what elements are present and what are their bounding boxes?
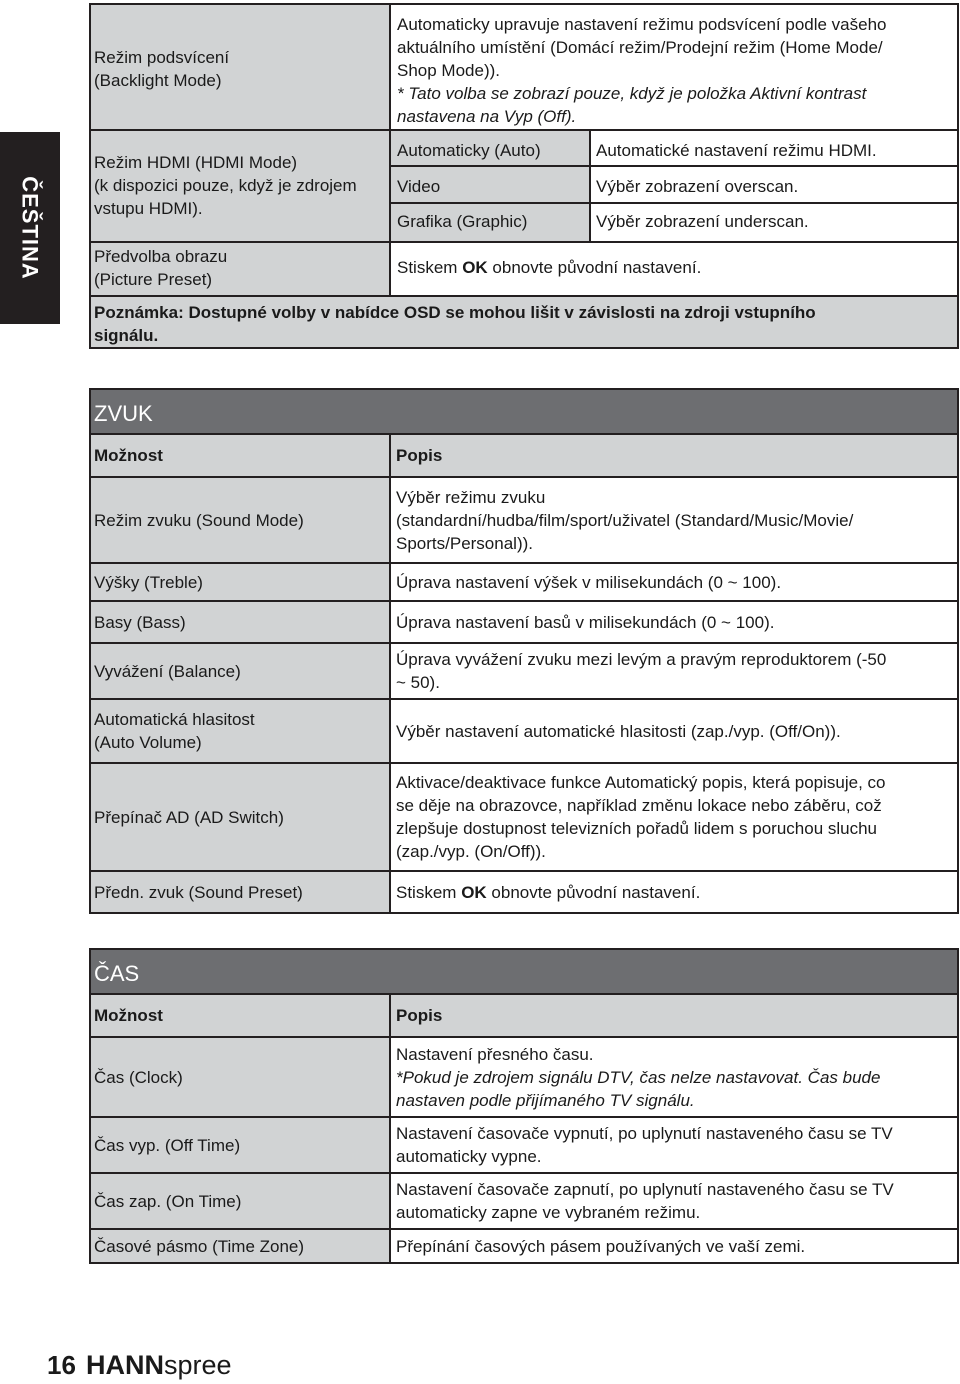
- hdmi-sub-hline: [391, 165, 957, 167]
- table-row: [91, 602, 957, 642]
- brand-bold: HANN: [86, 1350, 164, 1380]
- option-cell: [91, 700, 391, 762]
- table-row: [91, 764, 957, 870]
- sound-table-title: ZVUK: [91, 390, 957, 433]
- time-table-title: ČAS: [91, 950, 957, 993]
- desc-cell: [391, 602, 957, 642]
- sound-table: [89, 388, 959, 914]
- hdmi-sub-hline: [391, 202, 957, 204]
- option-cell: [91, 478, 391, 562]
- desc-cell: [391, 1174, 957, 1228]
- note-line: Poznámka: Dostupné volby v nabídce OSD se mohou lišit v závislosti na zdroji vstupního: [94, 303, 816, 322]
- desc-line: Nastavení časovače zapnutí, po uplynutí nastaveného času se TV: [396, 1180, 894, 1199]
- desc-line: ~ 50).: [396, 673, 440, 692]
- desc-cell: [391, 1118, 957, 1172]
- brand-light: spree: [164, 1350, 232, 1380]
- hdmi-option-video-desc: Výběr zobrazení overscan.: [596, 177, 799, 196]
- hdmi-subdivider: [589, 131, 591, 241]
- backlight-note-line: * Tato volba se zobrazí pouze, když je položka Aktivní kontrast: [397, 84, 867, 103]
- backlight-label-line: Režim podsvícení: [94, 48, 230, 67]
- desc-cell: [391, 1038, 957, 1116]
- option-text: Přepínač AD (AD Switch): [94, 807, 284, 827]
- desc-line: se děje na obrazovce, například změnu lokace nebo záběru, což: [396, 796, 882, 815]
- hdmi-option-graphic-desc: Výběr zobrazení underscan.: [596, 212, 809, 231]
- desc-cell: [391, 764, 957, 870]
- table-row: [91, 700, 957, 762]
- preset-label-line: Předvolba obrazu: [94, 247, 228, 266]
- backlight-note-line: nastavena na Vyp (Off).: [397, 107, 577, 126]
- column-header-desc: Popis: [396, 1006, 443, 1025]
- column-header-option: Možnost: [94, 446, 163, 465]
- option-cell: [91, 1118, 391, 1172]
- desc-text: Stiskem: [396, 882, 462, 902]
- option-text: Režim zvuku (Sound Mode): [94, 510, 304, 530]
- preset-desc-text: Stiskem: [397, 258, 463, 277]
- option-cell: [91, 764, 391, 870]
- column-divider: [389, 995, 391, 1262]
- column-header-desc: Popis: [396, 446, 443, 465]
- desc-line: Úprava nastavení výšek v milisekundách (0 ~ 100).: [396, 572, 782, 592]
- desc-line: zlepšuje dostupnost televizních pořadů lidem s poruchou sluchu: [396, 819, 878, 838]
- note-line: signálu.: [94, 326, 159, 345]
- column-header-option: Možnost: [94, 1006, 163, 1025]
- picture-preset-desc: [394, 256, 704, 279]
- desc-line: Sports/Personal)).: [396, 533, 533, 553]
- desc-line: Přepínání časových pásem používaných ve vaší zemi.: [396, 1236, 806, 1256]
- column-divider: [389, 435, 391, 912]
- hdmi-option-auto-desc: Automatické nastavení režimu HDMI.: [596, 141, 877, 160]
- backlight-mode-desc: [394, 13, 954, 128]
- backlight-desc-line: Shop Mode)).: [397, 61, 500, 80]
- desc-cell: [391, 644, 957, 698]
- table-row: [91, 478, 957, 562]
- backlight-desc-line: Automaticky upravuje nastavení režimu podsvícení podle vašeho: [397, 15, 887, 34]
- option-text: Výšky (Treble): [94, 572, 203, 592]
- language-tab-label: ČEŠTINA: [17, 176, 43, 280]
- desc-note-line: *Pokud je zdrojem signálu DTV, čas nelze nastavovat. Čas bude: [396, 1067, 881, 1087]
- ok-key-label: OK: [461, 882, 487, 902]
- option-cell: [91, 872, 391, 912]
- option-cell: [91, 1038, 391, 1116]
- desc-cell: [391, 872, 957, 912]
- table-row: [91, 1038, 957, 1116]
- desc-line: (zap./vyp. (On/Off)).: [396, 842, 546, 861]
- desc-line: automaticky vypne.: [396, 1147, 542, 1166]
- desc-line: Úprava vyvážení zvuku mezi levým a pravým reproduktorem (-50: [396, 650, 887, 669]
- desc-line: Výběr režimu zvuku: [396, 487, 546, 507]
- desc-cell: [391, 700, 957, 762]
- hdmi-label-line: (k dispozici pouze, když je zdrojem: [94, 176, 357, 195]
- desc-line: Aktivace/deaktivace funkce Automatický popis, která popisuje, co: [396, 773, 886, 792]
- preset-label-line: (Picture Preset): [94, 270, 213, 289]
- language-tab: [0, 132, 60, 324]
- preset-desc-text: obnovte původní nastavení.: [487, 258, 702, 277]
- hdmi-option-video: Video: [397, 177, 441, 196]
- time-table: [89, 948, 959, 1264]
- backlight-desc-line: aktuálního umístění (Domácí režim/Prodejní režim (Home Mode/: [397, 38, 883, 57]
- hdmi-mode-label: [91, 151, 389, 220]
- page-number: 16: [47, 1350, 76, 1380]
- option-text: Čas zap. (On Time): [94, 1191, 242, 1211]
- desc-cell: [391, 564, 957, 600]
- option-text: Basy (Bass): [94, 612, 186, 632]
- backlight-mode-label: [91, 46, 389, 92]
- ok-key-label: OK: [462, 258, 488, 277]
- hdmi-option-graphic: Grafika (Graphic): [397, 212, 528, 231]
- desc-note-line: nastaven podle přijímaného TV signálu.: [396, 1090, 695, 1110]
- desc-cell: [391, 478, 957, 562]
- option-text: Předn. zvuk (Sound Preset): [94, 882, 303, 902]
- desc-line: Úprava nastavení basů v milisekundách (0 ~ 100).: [396, 612, 775, 632]
- brand-logo: [86, 1350, 232, 1380]
- option-text: Automatická hlasitost: [94, 710, 255, 729]
- hdmi-label-line: vstupu HDMI).: [94, 199, 203, 218]
- backlight-label-line: (Backlight Mode): [94, 71, 222, 90]
- option-text: Čas (Clock): [94, 1067, 183, 1087]
- table-row: [91, 1118, 957, 1172]
- option-text: Časové pásmo (Time Zone): [94, 1236, 305, 1256]
- picture-preset-label: [91, 245, 389, 291]
- option-cell: [91, 1174, 391, 1228]
- table-row: [91, 872, 957, 912]
- desc-line: Nastavení časovače vypnutí, po uplynutí nastaveného času se TV: [396, 1124, 893, 1143]
- table-row: [91, 564, 957, 600]
- row-divider: [91, 241, 957, 243]
- desc-line: (standardní/hudba/film/sport/uživatel (Standard/Music/Movie/: [396, 510, 854, 530]
- sound-column-header: [91, 435, 957, 476]
- time-column-header: [91, 995, 957, 1036]
- desc-text: obnovte původní nastavení.: [486, 882, 701, 902]
- desc-cell: [391, 1230, 957, 1262]
- hdmi-label-line: Režim HDMI (HDMI Mode): [94, 153, 298, 172]
- hdmi-option-auto: Automaticky (Auto): [397, 141, 541, 160]
- desc-line: Nastavení přesného času.: [396, 1044, 594, 1064]
- table-row: [91, 1174, 957, 1228]
- option-cell: [91, 644, 391, 698]
- picture-settings-continuation: [89, 3, 959, 349]
- option-text: (Auto Volume): [94, 733, 202, 752]
- osd-note: [91, 297, 957, 347]
- option-cell: [91, 602, 391, 642]
- option-text: Čas vyp. (Off Time): [94, 1135, 241, 1155]
- table-row: [91, 644, 957, 698]
- table-row: [91, 1230, 957, 1262]
- desc-line: Výběr nastavení automatické hlasitosti (zap./vyp. (Off/On)).: [396, 721, 841, 741]
- option-cell: [91, 1230, 391, 1262]
- desc-line: automaticky zapne ve vybraném režimu.: [396, 1203, 701, 1222]
- option-cell: [91, 564, 391, 600]
- option-text: Vyvážení (Balance): [94, 661, 241, 681]
